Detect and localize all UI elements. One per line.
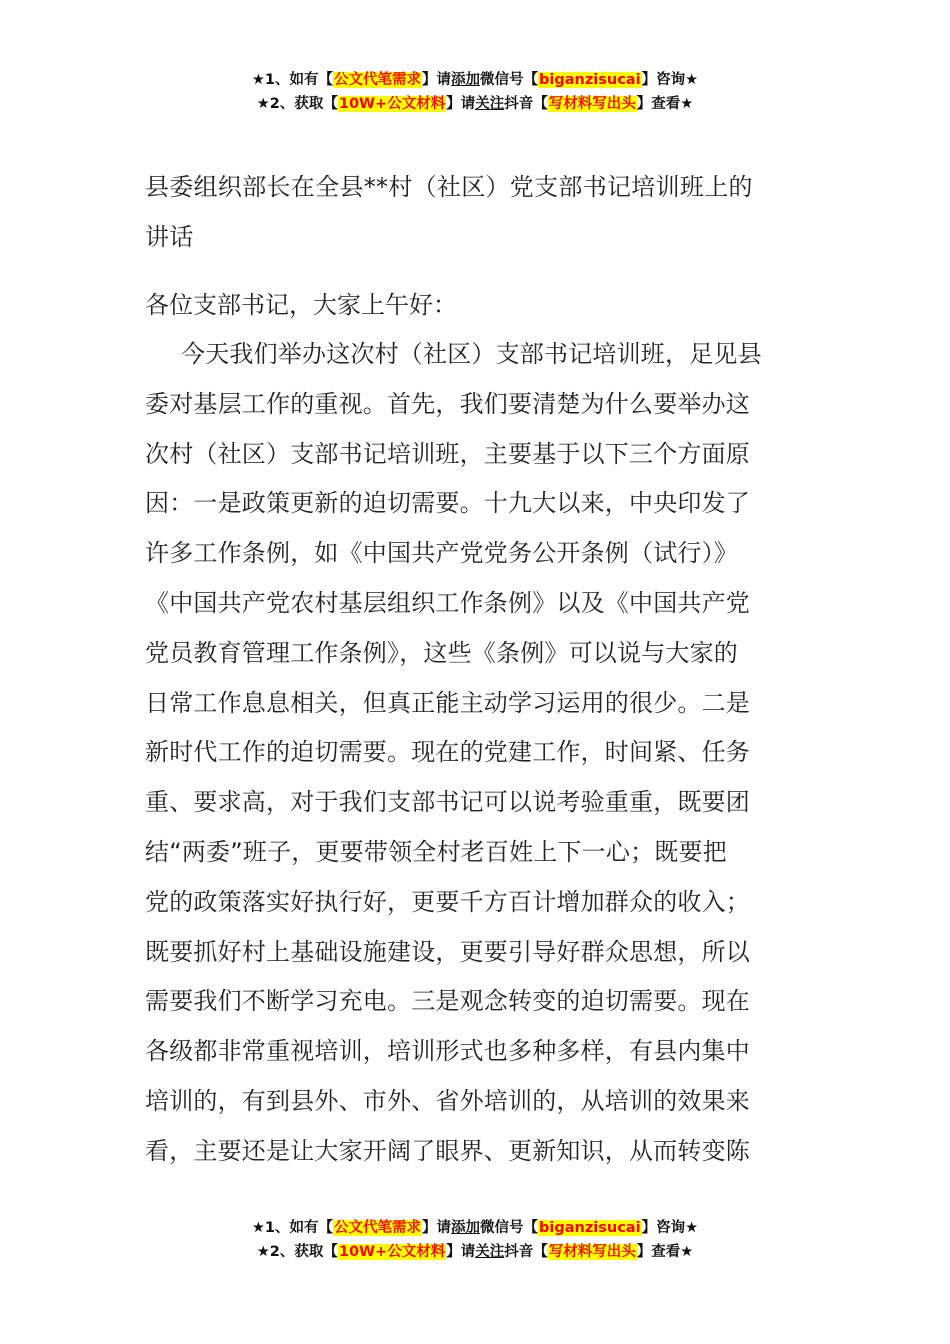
banner-text: ★2、获取【 [256, 96, 338, 112]
text-line: 次村（社区）支部书记培训班，主要基于以下三个方面原 [145, 439, 750, 468]
text-line: 各级都非常重视培训，培训形式也多种多样，有县内集中 [145, 1037, 750, 1066]
text-line: 既要抓好村上基础设施建设，更要引导好群众思想，所以 [145, 937, 750, 966]
text-line: 党员教育管理工作条例》，这些《条例》可以说与大家的 [145, 638, 738, 667]
text-line: 看，主要还是让大家开阔了眼界、更新知识，从而转变陈 [145, 1136, 750, 1165]
underlined-text: 关注 [475, 1244, 505, 1260]
footer-banner [0, 1216, 950, 1264]
banner-text: 抖音【 [504, 96, 548, 112]
text-line: 新时代工作的迫切需要。现在的党建工作，时间紧、任务 [145, 738, 750, 767]
title-line: 讲话 [145, 223, 194, 251]
banner-text: 抖音【 [504, 1244, 548, 1260]
banner-text: ★1、如有【 [251, 72, 334, 88]
banner-text: 】查看★ [636, 96, 694, 112]
text-line: 重、要求高，对于我们支部书记可以说考验重重，既要团 [145, 788, 750, 817]
text-line: 结“两委”班子，更要带领全村老百姓上下一心；既要把 [145, 837, 727, 866]
banner-line-douyin [0, 92, 950, 116]
salutation: 各位支部书记，大家上午好： [145, 291, 457, 319]
banner-text: 】咨询★ [641, 72, 699, 88]
banner-text: 】请 [446, 1244, 476, 1260]
text-line: 培训的，有到县外、市外、省外培训的，从培训的效果来 [145, 1086, 750, 1115]
highlight-service: 公文代笔需求 [334, 72, 422, 88]
banner-text: 微信号【 [480, 1220, 539, 1236]
title-line: 县委组织部长在全县**村（社区）党支部书记培训班上的 [145, 173, 753, 201]
text-line: 日常工作息息相关，但真正能主动学习运用的很少。二是 [145, 688, 750, 717]
body-paragraph [145, 330, 807, 1177]
page-title [145, 162, 805, 262]
text-line: 今天我们举办这次村（社区）支部书记培训班，足见县 [181, 340, 762, 368]
highlight-service: 公文代笔需求 [334, 1220, 422, 1236]
highlight-materials: 10W+公文材料 [338, 96, 446, 112]
banner-text: 】查看★ [636, 1244, 694, 1260]
banner-text: ★2、获取【 [256, 1244, 338, 1260]
banner-text: 】请 [422, 1220, 452, 1236]
banner-text: 】请 [422, 72, 452, 88]
text-line: 因：一是政策更新的迫切需要。十九大以来，中央印发了 [145, 489, 750, 518]
highlight-douyin-account: 写材料写出头 [548, 96, 636, 112]
banner-line-wechat [0, 68, 950, 92]
highlight-douyin-account: 写材料写出头 [548, 1244, 636, 1260]
text-line: 《中国共产党农村基层组织工作条例》以及《中国共产党 [145, 588, 750, 617]
underlined-text: 关注 [475, 96, 505, 112]
banner-line-douyin [0, 1240, 950, 1264]
highlight-wechat-id: biganzisucai [539, 1220, 641, 1236]
banner-text: ★1、如有【 [251, 1220, 334, 1236]
banner-text: 】请 [446, 96, 476, 112]
highlight-wechat-id: biganzisucai [539, 72, 641, 88]
text-line: 党的政策落实好执行好，更要千方百计增加群众的收入； [145, 887, 750, 916]
underlined-text: 添加 [451, 72, 481, 88]
banner-text: 】咨询★ [641, 1220, 699, 1236]
banner-line-wechat [0, 1216, 950, 1240]
banner-text: 微信号【 [480, 72, 539, 88]
text-line: 需要我们不断学习充电。三是观念转变的迫切需要。现在 [145, 987, 750, 1016]
text-line: 委对基层工作的重视。首先，我们要清楚为什么要举办这 [145, 389, 750, 418]
text-line: 许多工作条例，如《中国共产党党务公开条例（试行）》 [145, 539, 738, 568]
header-banner [0, 68, 950, 116]
underlined-text: 添加 [451, 1220, 481, 1236]
highlight-materials: 10W+公文材料 [338, 1244, 446, 1260]
